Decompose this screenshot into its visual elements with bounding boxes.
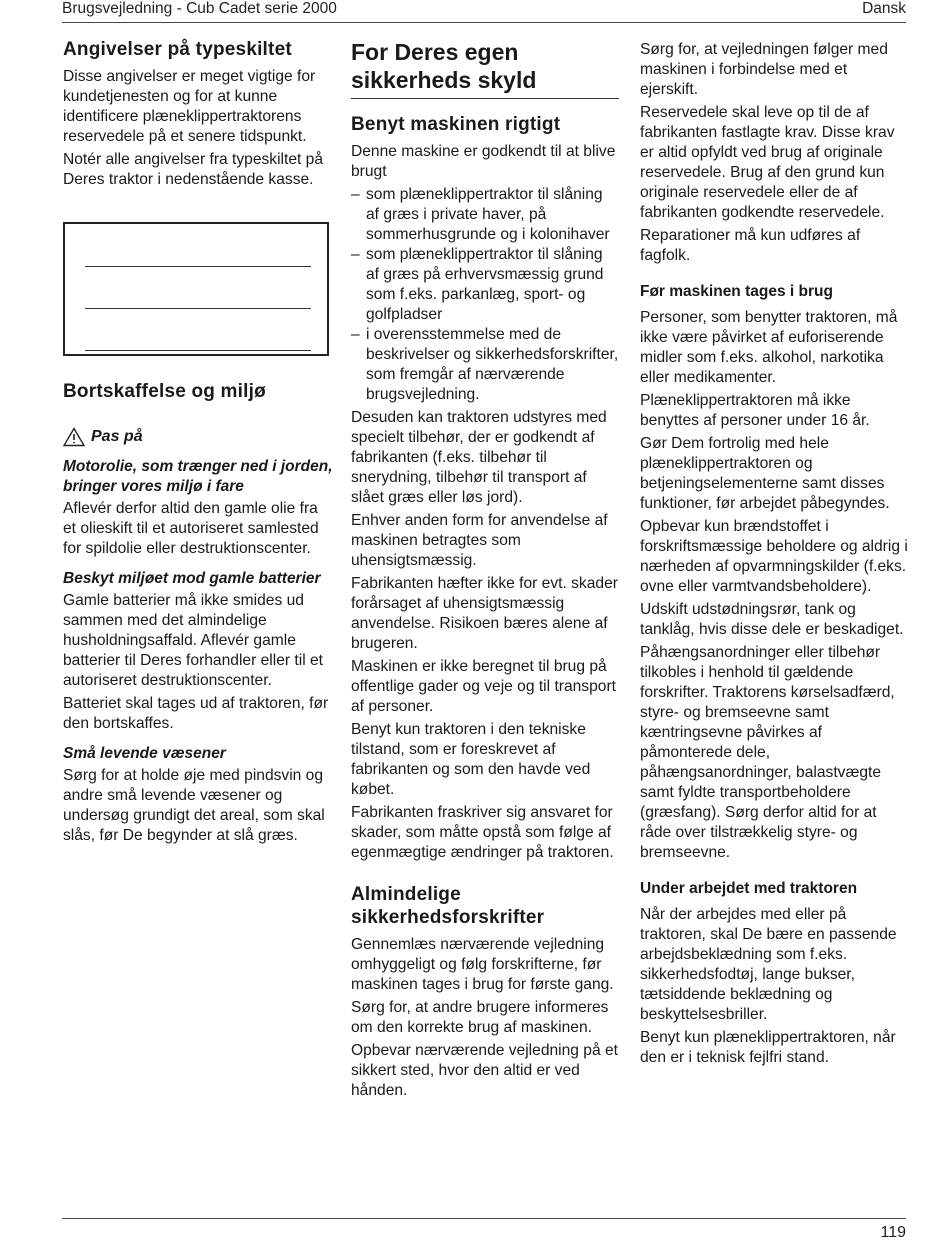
- list-item-text: i overensstemmelse med de beskrivelser og sikkerhedsforskrifter, som fremgår af nærværende brugsvejledning.: [366, 326, 619, 403]
- footer-rule: [62, 1218, 906, 1219]
- paragraph: Plæneklippertraktoren må ikke benyttes af personer under 16 år.: [640, 392, 870, 429]
- paragraph: Notér alle angivelser fra typeskiltet på Deres traktor i nedenstående kasse.: [63, 151, 324, 188]
- paragraph: Påhængsanordninger eller tilbehør tilkobles i henhold til gældende forskrifter. Traktorens kørselsadfærd, styre- og bremseevne samt kæntringsevne påvirkes af påmonterede dele, påhængsanordninger, balastvægte samt fyldte transportbeholdere (græsfang). Sørg derfor altid for at råde over tilstrækkelig styre- og bremseevne.: [640, 644, 895, 861]
- subheading-smaa-vaesener: Små levende væsener: [63, 745, 226, 762]
- paragraph: Gennemlæs nærværende vejledning omhyggeligt og følg forskrifterne, før maskinen tages i brug for første gang.: [351, 936, 614, 993]
- column-1: [63, 38, 333, 849]
- heading-foer-brug: Før maskinen tages i brug: [640, 283, 833, 300]
- entry-line: [85, 266, 311, 267]
- entry-line: [85, 308, 311, 309]
- subheading-batterier: Beskyt miljøet mod gamle batterier: [63, 570, 321, 587]
- paragraph: Sørg for, at vejledningen følger med maskinen i forbindelse med et ejerskift.: [640, 41, 888, 98]
- column-3: [640, 40, 908, 1071]
- list-item-text: som plæneklippertraktor til slåning af græs i private haver, på sommerhusgrunde og i kolonihaver: [366, 186, 610, 243]
- paragraph: Benyt kun plæneklippertraktoren, når den er i teknisk fejlfri stand.: [640, 1029, 896, 1066]
- list-item: [351, 185, 619, 245]
- running-header: [62, 0, 906, 23]
- dash-bullet: –: [351, 326, 360, 343]
- paragraph: Opbevar nærværende vejledning på et sikkert sted, hvor den altid er ved hånden.: [351, 1042, 618, 1099]
- heading-under-arbejdet: Under arbejdet med traktoren: [640, 880, 858, 897]
- subheading-motorolie: Motorolie, som trænger ned i jorden, bringer vores miljø i fare: [63, 458, 333, 495]
- paragraph: Reservedele skal leve op til de af fabrikanten fastlagte krav. Disse krav er altid opfyldt ved brug af originale reservedele. Brug af den grund kun originale reservedele eller de af fabrikanten godkendte reservedele.: [640, 104, 895, 221]
- list-item: [351, 325, 619, 405]
- header-title: Brugsvejledning - Cub Cadet serie 2000: [62, 0, 337, 17]
- paragraph: Opbevar kun brændstoffet i forskriftsmæssige beholdere og aldrig i nærheden af opvarmningskilder (f.eks. ovne eller varmtvandsbeholdere).: [640, 518, 908, 595]
- dash-bullet: –: [351, 246, 360, 263]
- paragraph: Fabrikanten hæfter ikke for evt. skader forårsaget af uhensigtsmæssig anvendelse. Risikoen bæres alene af brugeren.: [351, 575, 618, 652]
- section-title: For Deres egen sikkerheds skyld: [351, 38, 619, 99]
- paragraph: Når der arbejdes med eller på traktoren, skal De bære en passende arbejdsbeklædning som f.eks. sikkerhedsfodtøj, lange bukser, tætsiddende beklædning og beskyttelsesbriller.: [640, 906, 897, 1023]
- warning-notice: [63, 427, 333, 447]
- paragraph: Gør Dem fortrolig med hele plæneklippertraktoren og betjeningselementerne samt disses funktioner, før arbejdet påbegyndes.: [640, 435, 890, 512]
- dash-bullet: –: [351, 186, 360, 203]
- paragraph: Benyt kun traktoren i den tekniske tilstand, som er foreskrevet af fabrikanten og som den havde ved købet.: [351, 721, 591, 798]
- paragraph: Personer, som benytter traktoren, må ikke være påvirket af euforiserende midler som f.eks. alkohol, narkotika eller medikamenter.: [640, 309, 898, 386]
- paragraph: Maskinen er ikke beregnet til brug på offentlige gader og veje og til transport af personer.: [351, 658, 616, 715]
- typeplate-entry-box: [63, 222, 329, 356]
- paragraph: Denne maskine er godkendt til at blive brugt: [351, 143, 616, 180]
- paragraph: Reparationer må kun udføres af fagfolk.: [640, 227, 861, 264]
- list-item: [351, 245, 619, 325]
- heading-almindelige: Almindelige sikkerhedsforskrifter: [351, 884, 545, 928]
- list-item-text: som plæneklippertraktor til slåning af græs på erhvervsmæssig grund som f.eks. parkanlæg, sport- og golfpladser: [366, 246, 604, 323]
- warning-label: Pas på: [91, 428, 143, 445]
- page-number: 119: [880, 1224, 906, 1241]
- column-2: [351, 38, 619, 1104]
- heading-bortskaffelse: Bortskaffelse og miljø: [63, 381, 266, 402]
- entry-line: [85, 350, 311, 351]
- paragraph: Batteriet skal tages ud af traktoren, før den bortskaffes.: [63, 695, 329, 732]
- paragraph: Desuden kan traktoren udstyres med specielt tilbehør, der er godkendt af fabrikanten (f.eks. tilbehør til snerydning, tilbehør til transport af slået græs eller løs jord).: [351, 409, 607, 506]
- paragraph: Gamle batterier må ikke smides ud sammen med det almindelige husholdningsaffald. Aflevér gamle batterier til Deres forhandler eller til et autoriseret destruktionscenter.: [63, 592, 324, 689]
- heading-benyt: Benyt maskinen rigtigt: [351, 114, 561, 135]
- paragraph: Udskift udstødningsrør, tank og tanklåg, hvis disse dele er beskadiget.: [640, 601, 904, 638]
- paragraph: Fabrikanten fraskriver sig ansvaret for skader, som måtte opstå som følge af egenmægtige ændringer på traktoren.: [351, 804, 614, 861]
- warning-triangle-icon: [63, 427, 85, 447]
- paragraph: Sørg for at holde øje med pindsvin og andre små levende væsener og undersøg grundigt det areal, som skal slås, før De begynder at slå græs.: [63, 767, 325, 844]
- heading-typeskilt: Angivelser på typeskiltet: [63, 39, 292, 60]
- paragraph: Disse angivelser er meget vigtige for kundetjenesten og for at kunne identificere plæneklippertraktorens reservedele på et senere tidspunkt.: [63, 68, 316, 145]
- paragraph: Sørg for, at andre brugere informeres om den korrekte brug af maskinen.: [351, 999, 609, 1036]
- header-language: Dansk: [862, 0, 906, 17]
- paragraph: Enhver anden form for anvendelse af maskinen betragtes som uhensigtsmæssig.: [351, 512, 608, 569]
- paragraph: Aflevér derfor altid den gamle olie fra et olieskift til et autoriseret samlested for spildolie eller destruktionscenter.: [63, 500, 319, 557]
